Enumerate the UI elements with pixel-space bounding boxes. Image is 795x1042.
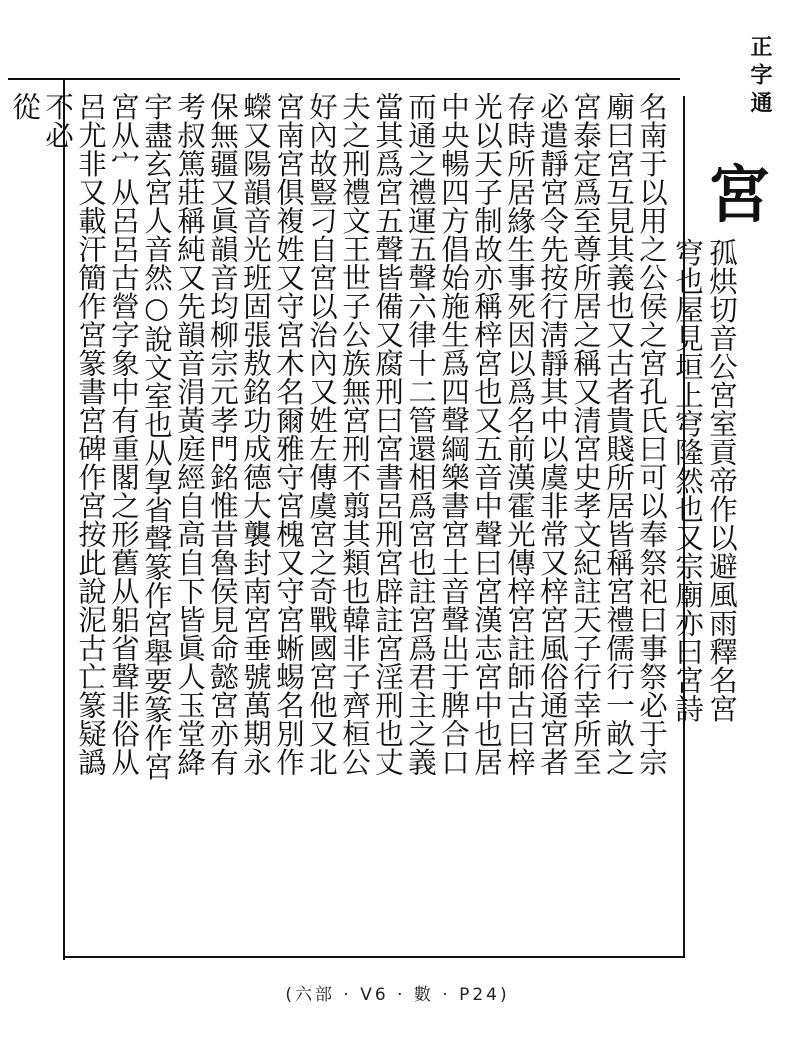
page-note: (六部 · V6 · 數 · P24) xyxy=(285,985,510,1005)
text-column: 而通之禮運五聲六律十二管還相爲宮也註宮爲君主之義 xyxy=(404,92,437,776)
text-column: 宇盡玄宮人音然○說文室也从㝁省聲篆作宮舉要篆作宮 xyxy=(140,92,173,781)
bottom-rule xyxy=(63,956,685,958)
text-column: 光以天子制故亦稱梓宮也又五音中聲曰宮漢志宮中也居 xyxy=(470,92,503,776)
text-column: 好內故豎刁自宮以治內又姓左傳虞宮之奇戰國宮他又北 xyxy=(305,92,338,776)
text-column: 存時所居緣生事死因以爲名前漢霍光傳梓宮註師古曰梓 xyxy=(503,92,536,776)
text-column: 廟曰宮互見其義也又古者貴賤所居皆稱宮禮儒行一畝之 xyxy=(602,92,635,776)
book-title: 正字通 xyxy=(747,35,773,119)
text-column: 呂尤非又載汗簡作宮篆書宮碑作宮按此說泥古亡篆疑譌 xyxy=(74,92,107,776)
text-column: 不必 xyxy=(41,92,74,149)
text-column: 從 xyxy=(8,92,41,121)
text-column: 保無疆又眞韻音均柳宗元孝門銘惟昔魯侯見命懿宮亦有 xyxy=(206,92,239,776)
text-column: 宮从宀从呂呂古營字象中有重閣之形舊从躳省聲非俗从 xyxy=(107,92,140,776)
text-column: 必遣靜宮令先按行淸靜其中以虞非常又梓宮風俗通宮者 xyxy=(536,92,569,776)
text-column: 宮南宮俱複姓又守宮木名爾雅守宮槐又守宮蜥蜴名別作 xyxy=(272,92,305,776)
text-column: 名南于以用之公侯之宮孔氏曰可以奉祭祀曰事祭必于宗 xyxy=(635,92,668,776)
text-column: 孤烘切音公宮室貢帝作以避風雨釋名宮 xyxy=(705,238,738,723)
text-column: 穹也屋見垣上穹隆然也又宗廟亦曰宮詩 xyxy=(671,238,704,723)
text-column: 蠑又陽韻音光班固張敖銘功成德大襲封南宮垂號萬期永 xyxy=(239,92,272,776)
text-column: 當其爲宮五聲皆備又腐刑曰宮書呂刑宮辟註宮淫刑也丈 xyxy=(371,92,404,776)
text-column: 宮泰定爲至尊所居之稱又清宮史孝文紀註天子行幸所至 xyxy=(569,92,602,776)
headword: 宮 xyxy=(708,158,771,231)
text-column: 中央暢四方倡始施生爲四聲綱樂書宮土音聲出于脾合口 xyxy=(437,92,470,776)
text-column: 考叔篤莊稱純又先韻音涓黃庭經自高自下皆眞人玉堂絳 xyxy=(173,92,206,776)
text-column: 夫之刑禮文王世子公族無宮刑不翦其類也韓非子齊桓公 xyxy=(338,92,371,776)
left-rule xyxy=(63,80,65,960)
top-rule xyxy=(8,78,680,80)
